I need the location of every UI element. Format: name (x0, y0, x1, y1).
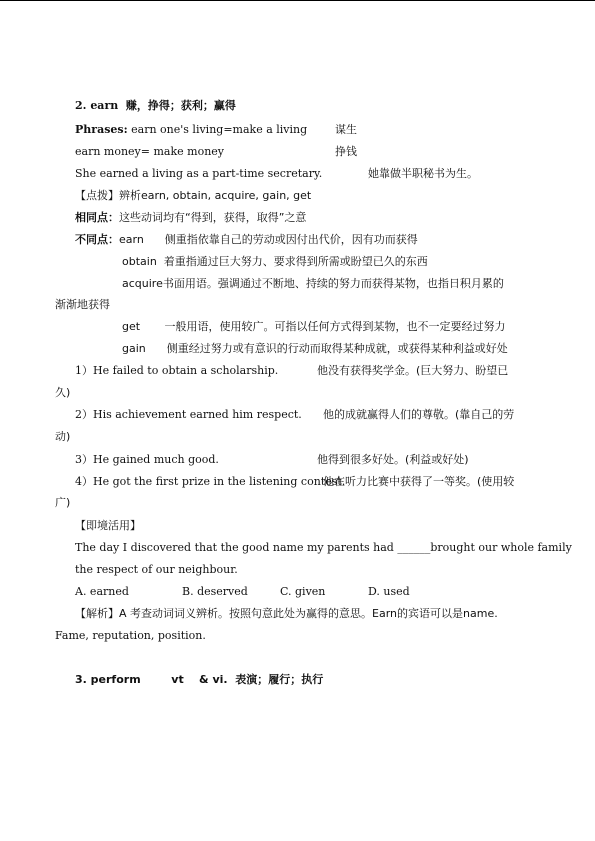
earn-heading-meaning: 赚，挣得；获利；赢得 (125, 99, 236, 112)
option-b: B. deserved (182, 585, 248, 598)
question-line-1: The day I discovered that the good name my parents had ______brought our whole family (75, 541, 572, 554)
option-a: A. earned (75, 585, 129, 598)
earn-heading-word: 2. earn (75, 99, 119, 112)
example-2-cn-cont: 动) (55, 430, 71, 443)
example-2-cn: 他的成就赢得人们的尊敬。(靠自己的劳 (323, 408, 515, 421)
phrase-2-translation: 挣钱 (335, 145, 357, 158)
phrase-1-translation: 谋生 (335, 123, 357, 136)
diff-point-label: 不同点： (75, 233, 119, 246)
example-4-en: 4）He got the first prize in the listening contest. (75, 475, 346, 488)
practice-title: 【即境活用】 (75, 519, 141, 532)
example-1-cn: 他没有获得奖学金。(巨大努力、盼望已 (317, 364, 509, 377)
example-3-cn: 他得到很多好处。(利益或好处) (317, 453, 469, 466)
perform-heading: 3. perform vt & vi. 表演；履行；执行 (75, 673, 324, 686)
example-1-cn-cont: 久) (55, 386, 71, 399)
phrase-2: earn money= make money (75, 145, 225, 158)
diff-get: get 一般用语，使用较广。可指以任何方式得到某物，也不一定要经过努力 (122, 320, 506, 333)
top-border-line (0, 0, 595, 1)
example-4-cn-cont: 广) (55, 496, 71, 509)
diff-obtain: obtain 着重指通过巨大努力、要求得到所需或盼望已久的东西 (122, 255, 428, 268)
analysis-line-1: 【解析】A 考查动词词义辨析。按照句意此处为赢得的意思。Earn的宾语可以是name. (75, 607, 498, 620)
example-1-en: 1）He failed to obtain a scholarship. (75, 364, 279, 377)
diff-earn-line (75, 233, 418, 247)
phrase-line-1 (75, 123, 307, 137)
example-2-en: 2）His achievement earned him respect. (75, 408, 302, 421)
example-3-en: 3）He gained much good. (75, 453, 219, 466)
diff-earn: earn 侧重指依靠自己的劳动或因付出代价，因有功而获得 (119, 233, 418, 246)
option-d: D. used (368, 585, 410, 598)
same-point-label: 相同点： (75, 211, 119, 224)
example-4-cn: 他在听力比赛中获得了一等奖。(使用较 (323, 475, 515, 488)
option-c: C. given (280, 585, 326, 598)
diff-gain: gain 侧重经过努力或有意识的行动而取得某种成就，或获得某种利益或好处 (122, 342, 508, 355)
example-translation: 她靠做半职秘书为生。 (368, 167, 478, 180)
question-line-2: the respect of our neighbour. (75, 563, 238, 576)
analysis-line-2: Fame, reputation, position. (55, 629, 206, 642)
phrase-1: earn one's living=make a living (131, 123, 308, 136)
phrases-label: Phrases: (75, 123, 128, 136)
earn-heading (75, 99, 236, 113)
tip-line: 【点拨】辨析earn, obtain, acquire, gain, get (75, 189, 312, 202)
same-point-line (75, 211, 306, 225)
diff-acquire-2: 渐渐地获得 (55, 298, 110, 311)
same-point-text: 这些动词均有“得到，获得，取得”之意 (119, 211, 307, 224)
example-sentence: She earned a living as a part-time secretary. (75, 167, 323, 180)
diff-acquire-1: acquire书面用语。强调通过不断地、持续的努力而获得某物，也指日积月累的 (122, 277, 504, 290)
